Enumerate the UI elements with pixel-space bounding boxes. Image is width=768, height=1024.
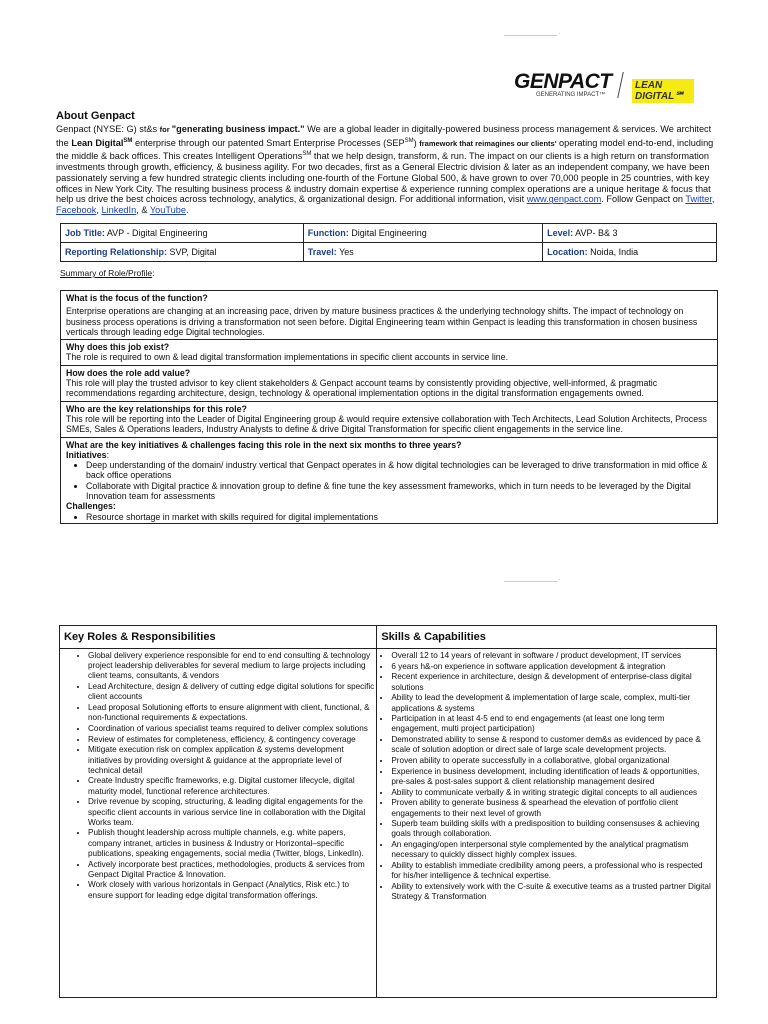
list-item: • Publish thought leadership across multiple channels, e.g. white papers, company intranet, articles in business & Industry or Horizontal–specific publications, speaking engagements, social media (Twitter, blogs, LinkedIn).	[88, 828, 374, 859]
why-section	[61, 340, 717, 366]
value-answer: This role will play the trusted advisor to key client stakeholders & Genpact account teams by consistently providing objective, well-informed, & pragmatic recommendations regarding architecture, design, technology & operational implementation options in the digital transformation engagements owned.	[66, 378, 658, 399]
skills-list	[379, 651, 714, 902]
travel-label: Travel:	[307, 247, 337, 257]
focus-question: What is the focus of the function?	[66, 293, 208, 303]
list-item: • Actively incorporate best practices, methodologies, products & services from Genpact Digital Practice & Innovation.	[88, 860, 374, 880]
roles-header-row	[60, 626, 717, 649]
travel-cell	[303, 243, 542, 262]
youtube-link[interactable]: YouTube	[149, 205, 186, 216]
lean-digital-term: Lean Digital	[71, 137, 124, 148]
summary-colon: :	[152, 268, 155, 278]
list-item: • Ability to extensively work with the C-suite & executive teams as a trusted partner Digital Strategy & Transformation	[391, 882, 714, 902]
sm-mark: SM	[302, 151, 312, 158]
list-item: • Demonstrated ability to sense & respond to customer dem&s as evidenced by pace & scale of solution adoption or direct sale of large scale development projects.	[391, 735, 714, 755]
reporting-value: SVP, Digital	[167, 247, 217, 257]
list-item: • Ability to establish immediate credibility among peers, a professional who is respected for his/her intelligence & technical expertise.	[391, 861, 714, 881]
sm-mark: SM	[404, 137, 414, 144]
footer-mark: ________________ .	[504, 576, 561, 582]
responsibilities-list	[62, 651, 374, 901]
challenges-list	[66, 512, 712, 522]
skills-header: Skills & Capabilities	[377, 626, 717, 649]
roles-skills-table	[59, 625, 717, 998]
about-text: We are a global leader in digitally-powered business process management & services. We architect the	[56, 124, 712, 148]
function-cell	[303, 224, 542, 243]
list-item: • Mitigate execution risk on complex application & systems development initiatives by providing oversight & guidance at the appropriate level of technical detail	[88, 745, 374, 776]
sm-mark: SM	[123, 137, 133, 144]
relationships-answer: This role will be reporting into the Leader of Digital Engineering group & would require extensive collaboration with Tech Architects, Lead Solution Architects, Process SMEs, Sales & Operations leaders, Industry Analysts to define & drive Digital Transformation for specific client engagements in the service line.	[66, 413, 707, 435]
location-label: Location:	[547, 247, 588, 257]
function-value: Digital Engineering	[348, 228, 427, 238]
about-text: )	[413, 137, 420, 148]
level-cell	[543, 224, 717, 243]
logo-wordmark: GENPACT	[514, 70, 612, 93]
separator: ,	[711, 194, 715, 205]
list-item: • Ability to communicate verbally & in writing strategic digital concepts to all audiences	[391, 788, 714, 798]
location-cell	[543, 243, 717, 262]
focus-section	[61, 291, 717, 340]
list-item: • Proven ability to operate successfully in a collaborative, global organizational	[391, 756, 714, 766]
initiatives-label-text: Initiatives	[66, 449, 107, 460]
list-item: • Resource shortage in market with skills required for digital implementations	[86, 512, 712, 522]
travel-value: Yes	[336, 247, 354, 257]
initiatives-label	[66, 450, 712, 460]
list-item: • Coordination of various specialist teams required to deliver complex solutions	[88, 724, 374, 734]
list-item: • Lead proposal Solutioning efforts to ensure alignment with client, functional, & non-functional requirements & expectations.	[88, 703, 374, 723]
job-info-row	[61, 243, 717, 262]
list-item: • Global delivery experience responsible for end to end consulting & technology project leadership deliverables for several medium to large projects including client teams, consultants, & vendors	[88, 651, 374, 682]
list-item: • Experience in business development, including identification of leads & opportunities, pre-sales & post-sales support & client relationship management desired	[391, 767, 714, 787]
reporting-cell	[61, 243, 304, 262]
twitter-link[interactable]: Twitter	[685, 194, 712, 205]
focus-answer: Enterprise operations are changing at an increasing pace, driven by mature business practices & the underlying technology shifts. The impact of technology on business process operations is driving a transformation not seen before. Digital Engineering team within Genpact is leading this transformation in chosen business verticals through leading edge Digital technologies.	[66, 306, 698, 337]
summary-label-text: Summary of Role/Profile	[60, 268, 153, 278]
about-text: . Follow Genpact on	[601, 194, 686, 205]
roles-header: Key Roles & Responsibilities	[60, 626, 377, 649]
about-paragraph	[56, 124, 716, 216]
list-item: • An engaging/open interpersonal style complemented by the analytical pragmatism necessary to quickly dissect highly complex issues.	[391, 840, 714, 860]
list-item: • Drive revenue by scoping, structuring, & leading digital engagements for the specific client accounts in various service line in collaboration with the Digital Works team.	[88, 797, 374, 828]
job-info-row	[61, 224, 717, 243]
job-title-value: AVP - Digital Engineering	[104, 228, 208, 238]
initiatives-section	[61, 438, 717, 524]
list-item: • Superb team building skills with a predisposition to building consensuses & achieving goals through collaboration.	[391, 819, 714, 839]
about-tagline-quote: "generating business impact."	[171, 124, 305, 134]
header-mark: ________________ .	[504, 30, 561, 36]
list-item: • Review of estimates for completeness, efficiency, & contingency coverage	[88, 735, 374, 745]
job-title-cell	[61, 224, 304, 243]
logo-tagline: GENERATING IMPACT™	[536, 92, 606, 98]
list-item: • Participation in at least 4-5 end to end engagements (at least one long term engagement, multi project participation)	[391, 714, 714, 734]
value-question: How does the role add value?	[66, 367, 191, 378]
logo-divider	[617, 72, 624, 98]
separator: ,	[96, 205, 102, 216]
list-item: • Work closely with various horizontals in Genpact (Analytics, Risk etc.) to ensure support for leading edge digital transformation offerings.	[88, 880, 374, 900]
genpact-logo	[514, 70, 694, 106]
function-label: Function:	[307, 228, 349, 238]
list-item: • Create Industry specific frameworks, e.g. Digital customer lifecycle, digital maturity model, functional reference architectures.	[88, 776, 374, 796]
summary-label	[60, 268, 155, 278]
relationships-question: Who are the key relationships for this role?	[66, 403, 247, 414]
why-answer: The role is required to own & lead digital transformation implementations in specific client accounts in service line.	[66, 352, 509, 363]
value-section	[61, 366, 717, 402]
initiatives-list	[66, 460, 712, 501]
role-summary-box	[60, 290, 718, 524]
about-section	[56, 110, 716, 216]
list-item: • Ability to lead the development & implementation of large scale, complex, multi-tier applications & systems	[391, 693, 714, 713]
level-value: AVP- B& 3	[573, 228, 618, 238]
about-text: operating model end-to-end, including the middle & back offices. This creates Intelligent Operations	[56, 137, 714, 162]
list-item: • Deep understanding of the domain/ industry vertical that Genpact operates in & how digital technologies can be leveraged to drive transformation in mid office & back office operations	[86, 460, 712, 481]
job-title-label: Job Title:	[65, 228, 105, 238]
about-text: framework that reimagines our clients'	[419, 138, 557, 148]
reporting-label: Reporting Relationship:	[65, 247, 167, 257]
initiatives-colon: :	[106, 449, 110, 460]
about-heading: About Genpact	[56, 110, 135, 122]
level-label: Level:	[547, 228, 574, 238]
list-item: • 6 years h&-on experience in software application development & integration	[391, 662, 714, 672]
location-value: Noida, India	[587, 247, 639, 257]
initiatives-question: What are the key initiatives & challenges facing this role in the next six months to three years?	[66, 439, 462, 450]
about-text: for	[159, 125, 172, 134]
list-item: • Lead Architecture, design & delivery of cutting edge digital solutions for specific client accounts	[88, 682, 374, 702]
genpact-website-link[interactable]: www.genpact.com	[526, 194, 602, 205]
about-text: that we help design, transform, & run. The impact on our clients is a high return on transformation investments through growth, efficiency, & business agility. For two decades, first as a General Electric division & later as an independent company, we have been passionately serving a few hundred strategic clients including one-fourth of the Fortune Global 500, & have grown to over 70,000 people in 25 countries, with key offices in New York City. The resulting business process & industry domain expertise & experience running complex operations are a unique heritage & focus that help us drive the best choices across technology, analytics, & organizational design. For additional information, visit	[56, 151, 711, 205]
relationships-section	[61, 402, 717, 438]
skills-cell	[377, 649, 717, 998]
linkedin-link[interactable]: LinkedIn	[101, 205, 137, 216]
list-item: • Recent experience in architecture, design & development of enterprise-class digital solutions	[391, 672, 714, 692]
separator: , &	[136, 205, 150, 216]
list-item: • Proven ability to generate business & spearhead the elevation of portfolio client engagements to their next level of growth	[391, 798, 714, 818]
list-item: • Overall 12 to 14 years of relevant in software / product development, IT services	[391, 651, 714, 661]
about-text: enterprise through our patented Smart Enterprise Processes (SEP	[132, 137, 405, 148]
job-info-table	[60, 223, 717, 262]
challenges-label: Challenges:	[66, 501, 116, 512]
list-item: • Collaborate with Digital practice & innovation group to define & fine tune the key assessment frameworks, which in turn needs to be leveraged by the Digital Innovation team for assessments	[86, 481, 712, 502]
lean-digital-logo: LEAN DIGITAL℠	[632, 79, 694, 103]
facebook-link[interactable]: Facebook	[56, 205, 97, 216]
about-text: Genpact (NYSE: G) st&s	[56, 124, 160, 134]
why-question: Why does this job exist?	[66, 342, 170, 353]
about-text: .	[185, 205, 189, 216]
roles-body-row	[60, 649, 717, 998]
responsibilities-cell	[60, 649, 377, 998]
